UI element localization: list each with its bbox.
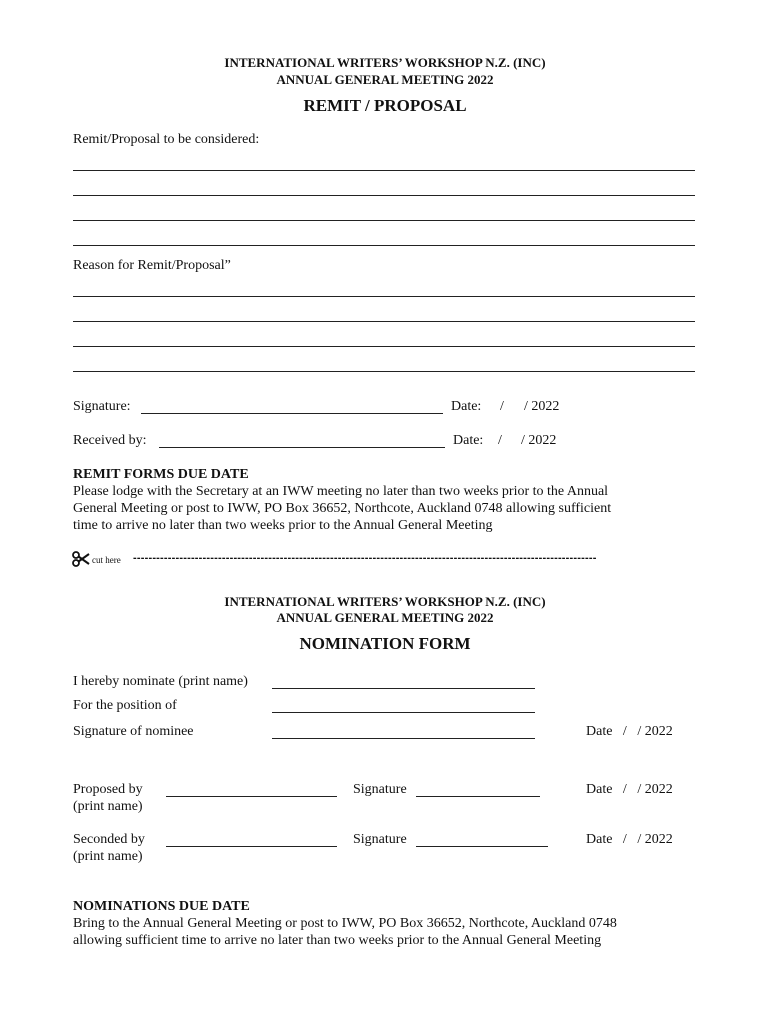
nomination-form-title: NOMINATION FORM xyxy=(299,634,471,653)
date-label: Date: xyxy=(451,399,482,414)
nominations-due-line-1: Bring to the Annual General Meeting or post to IWW, PO Box 36652, Northcote, Auckland 0748 xyxy=(73,916,617,931)
date-slash: / xyxy=(500,399,504,414)
seconded-label: Seconded by xyxy=(73,832,145,847)
proposed-date: Date / / 2022 xyxy=(586,782,673,797)
nomination-meeting-title: ANNUAL GENERAL MEETING 2022 xyxy=(276,610,494,625)
remit-due-line-3: time to arrive no later than two weeks prior to the Annual General Meeting xyxy=(73,518,493,533)
remit-org-title: INTERNATIONAL WRITERS’ WORKSHOP N.Z. (INC) xyxy=(224,55,546,70)
reason-line-3[interactable] xyxy=(73,346,695,347)
proposal-line-3[interactable] xyxy=(73,220,695,221)
nominee-date: Date / / 2022 xyxy=(586,724,673,739)
remit-due-heading: REMIT FORMS DUE DATE xyxy=(73,467,249,482)
scissors-icon xyxy=(72,551,90,567)
nominee-name-field[interactable] xyxy=(272,688,535,689)
proposal-label: Remit/Proposal to be considered: xyxy=(73,132,260,147)
proposed-signature-label: Signature xyxy=(353,782,407,797)
remit-due-line-1: Please lodge with the Secretary at an IWW meeting no later than two weeks prior to the Annual xyxy=(73,484,609,499)
date-year: / 2022 xyxy=(524,399,560,414)
received-date-slash: / xyxy=(498,433,502,448)
seconded-signature-field[interactable] xyxy=(416,846,548,847)
proposal-line-4[interactable] xyxy=(73,245,695,246)
reason-line-1[interactable] xyxy=(73,296,695,297)
reason-line-2[interactable] xyxy=(73,321,695,322)
received-date-label: Date: xyxy=(453,433,484,448)
remit-due-line-2: General Meeting or post to IWW, PO Box 36652, Northcote, Auckland 0748 allowing sufficient xyxy=(73,501,612,516)
proposal-line-1[interactable] xyxy=(73,170,695,171)
remit-form-title: REMIT / PROPOSAL xyxy=(303,96,467,115)
seconded-sub-label: (print name) xyxy=(73,849,143,864)
cut-line: ------------------------------------------------------------------------------------------------------------------------ xyxy=(133,552,597,564)
reason-line-4[interactable] xyxy=(73,371,695,372)
proposal-line-2[interactable] xyxy=(73,195,695,196)
nominee-signature-label: Signature of nominee xyxy=(73,724,194,739)
seconded-name-field[interactable] xyxy=(166,846,337,847)
nominee-signature-field[interactable] xyxy=(272,738,535,739)
nominations-due-heading: NOMINATIONS DUE DATE xyxy=(73,899,250,914)
seconded-date: Date / / 2022 xyxy=(586,832,673,847)
received-field[interactable] xyxy=(159,447,445,448)
received-label: Received by: xyxy=(73,433,147,448)
seconded-signature-label: Signature xyxy=(353,832,407,847)
signature-field[interactable] xyxy=(141,413,443,414)
position-field[interactable] xyxy=(272,712,535,713)
nominations-due-line-2: allowing sufficient time to arrive no later than two weeks prior to the Annual General Meeting xyxy=(73,933,602,948)
remit-meeting-title: ANNUAL GENERAL MEETING 2022 xyxy=(276,72,494,87)
nominate-label: I hereby nominate (print name) xyxy=(73,674,248,689)
reason-label: Reason for Remit/Proposal” xyxy=(73,258,231,273)
proposed-label: Proposed by xyxy=(73,782,143,797)
nomination-org-title: INTERNATIONAL WRITERS’ WORKSHOP N.Z. (INC) xyxy=(224,594,546,609)
position-label: For the position of xyxy=(73,698,177,713)
signature-label: Signature: xyxy=(73,399,131,414)
received-date-year: / 2022 xyxy=(521,433,557,448)
proposed-name-field[interactable] xyxy=(166,796,337,797)
proposed-sub-label: (print name) xyxy=(73,799,143,814)
cut-here-label: cut here xyxy=(92,555,121,565)
proposed-signature-field[interactable] xyxy=(416,796,540,797)
